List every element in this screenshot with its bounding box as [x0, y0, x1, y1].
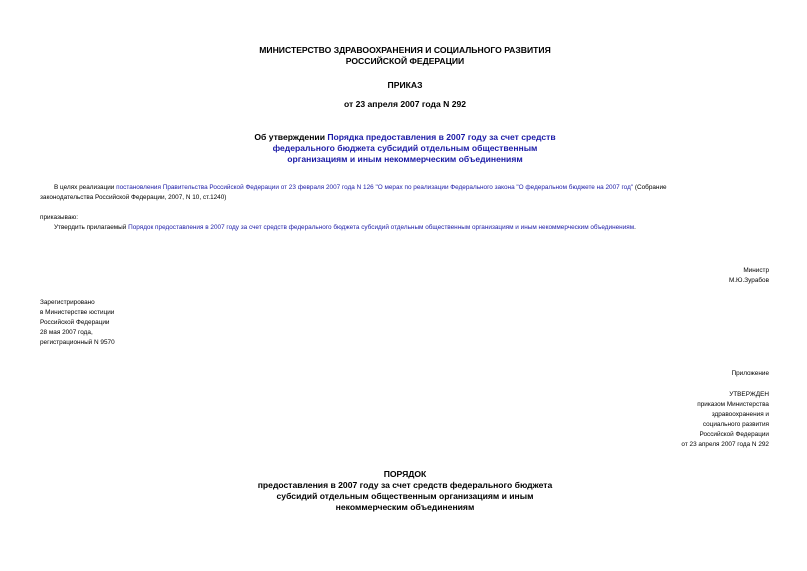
preamble-indent-text: В целях реализации — [54, 184, 117, 191]
doc-date — [150, 99, 660, 110]
registration-line: в Министерстве юстиции — [40, 309, 115, 316]
subject-line-2 — [150, 143, 660, 154]
registration-line: регистрационный N 9570 — [40, 339, 115, 346]
subject-link-part-2[interactable]: федерального бюджета субсидий отдельным общественным — [272, 143, 538, 153]
approve-prefix: Утвердить прилагаемый — [54, 224, 129, 231]
signature-block — [729, 266, 769, 286]
subject-link-part-1[interactable]: Порядка предоставления в 2007 году за счет средств — [327, 132, 556, 142]
registration-line: Зарегистрировано — [40, 299, 95, 306]
signature-title: Министр — [743, 267, 769, 274]
procedure-link[interactable]: Порядок предоставления в 2007 году за счет средств федерального бюджета субсидий отдельным общественным организациям и иным некоммерческим объединениям — [128, 224, 635, 231]
approve-suffix: . — [634, 224, 636, 231]
preamble-line-1 — [40, 183, 770, 193]
registration-block — [40, 298, 115, 348]
appendix-label: Приложение — [731, 370, 769, 377]
ministry-header — [150, 45, 660, 67]
ministry-line-2: РОССИЙСКОЙ ФЕДЕРАЦИИ — [345, 56, 465, 66]
preamble-line-2: законодательства Российской Федерации, 2007, N 10, ст.1240) — [40, 194, 227, 201]
procedure-subtitle-line: предоставления в 2007 году за счет средств федерального бюджета — [257, 480, 553, 490]
doc-type — [150, 80, 660, 91]
ministry-line-1: МИНИСТЕРСТВО ЗДРАВООХРАНЕНИЯ И СОЦИАЛЬНОГО РАЗВИТИЯ — [259, 45, 551, 55]
preamble-tail: (Собрание — [633, 184, 667, 191]
subject-prefix: Об утверждении — [254, 132, 328, 142]
order-command: приказываю: — [40, 214, 78, 221]
procedure-subtitle-line: субсидий отдельным общественным организациям и иным — [276, 491, 534, 501]
order-section — [40, 213, 770, 233]
doc-type-label: ПРИКАЗ — [387, 80, 423, 90]
appendix-label-block — [732, 369, 769, 379]
government-resolution-link[interactable]: постановления Правительства Российской Федерации от 23 февраля 2007 года N 126 "О мерах по реализации Федерального закона "О федеральном бюджете на 2007 год" — [116, 184, 634, 191]
doc-subject — [150, 132, 660, 165]
approval-line: Российской Федерации — [699, 431, 769, 438]
registration-line: 28 мая 2007 года, — [40, 329, 93, 336]
subject-link-part-3[interactable]: организациям и иным некоммерческим объединениям — [287, 154, 523, 164]
approval-line: социального развития — [702, 421, 769, 428]
approval-block — [681, 390, 769, 450]
doc-date-label: от 23 апреля 2007 года N 292 — [343, 99, 467, 109]
approval-line: приказом Министерства — [697, 401, 769, 408]
approval-line: здравоохранения и — [711, 411, 769, 418]
signature-name: М.Ю.Зурабов — [728, 277, 769, 284]
registration-line: Российской Федерации — [40, 319, 110, 326]
preamble — [40, 183, 770, 203]
procedure-title: ПОРЯДОК — [383, 469, 427, 479]
procedure-heading — [150, 469, 660, 513]
order-approve-line — [40, 223, 770, 233]
approval-line: от 23 апреля 2007 года N 292 — [681, 441, 769, 448]
subject-line-1 — [150, 132, 660, 143]
approved-label: УТВЕРЖДЕН — [729, 391, 769, 398]
procedure-subtitle-line: некоммерческим объединениям — [335, 502, 475, 512]
subject-line-3 — [150, 154, 660, 165]
